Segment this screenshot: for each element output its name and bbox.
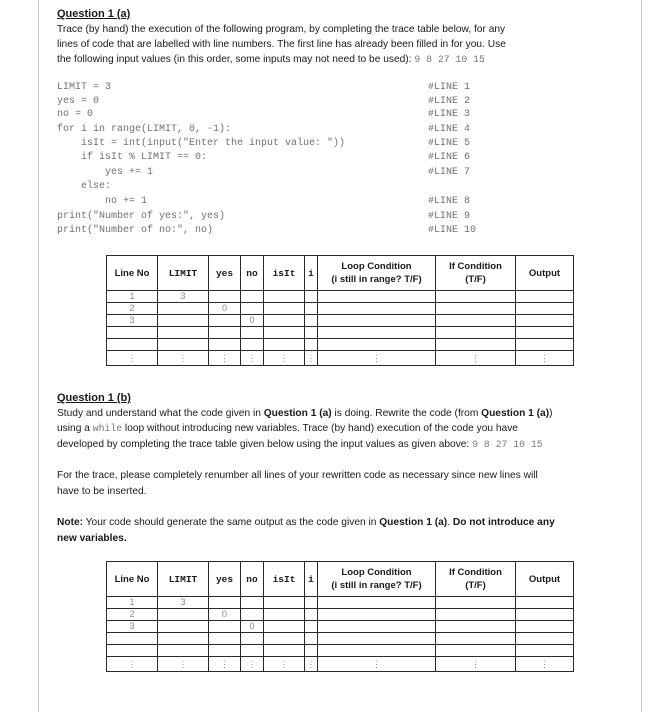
q1b-note-line-2: new variables.: [57, 533, 127, 544]
code-line-label: #LINE 6: [428, 152, 471, 163]
header-limit: LIMIT: [158, 562, 209, 597]
header-i: i: [305, 562, 318, 597]
table-row: 1 3: [107, 291, 574, 303]
code-line: if isIt % LIMIT == 0:: [57, 152, 208, 163]
q1a-intro-line-1: Trace (by hand) the execution of the following program, by completing the trace table below, for any: [57, 24, 506, 35]
header-no: no: [241, 562, 264, 597]
code-line: print("Number of yes:", yes): [57, 211, 226, 222]
code-line-label: #LINE 4: [428, 124, 471, 135]
trace-table-b: [106, 561, 574, 672]
code-line-label: #LINE 2: [428, 96, 471, 107]
q1b-para-line-2: using a while loop without introducing new variables. Trace (by hand) execution of the code you have: [57, 423, 518, 434]
code-line-label: #LINE 10: [428, 225, 477, 236]
code-line: no = 0: [57, 109, 94, 120]
q1a-code-block: [57, 82, 617, 252]
code-line: yes += 1: [57, 167, 154, 178]
table-row: [107, 645, 574, 657]
q1a-heading: Question 1 (a): [57, 8, 131, 20]
table-row: 1 3: [107, 597, 574, 609]
q1b-para-line-4: For the trace, please completely renumber all lines of your rewritten code as necessary since new lines will: [57, 470, 538, 481]
header-isit: isIt: [264, 256, 305, 291]
code-line: LIMIT = 3: [57, 82, 112, 93]
code-line: print("Number of no:", no): [57, 225, 214, 236]
trace-table-a: [106, 255, 574, 366]
table-row: [107, 339, 574, 351]
header-output: Output: [516, 256, 574, 291]
table-row: [107, 633, 574, 645]
q1b-para-line-3: developed by completing the trace table given below using the input values as given above: 9 8 27 10 15: [57, 439, 543, 450]
header-isit: isIt: [264, 562, 305, 597]
code-line: no += 1: [57, 196, 148, 207]
code-line: yes = 0: [57, 96, 100, 107]
q1b-para-line-5: have to be inserted.: [57, 486, 147, 497]
header-i: i: [305, 256, 318, 291]
header-limit: LIMIT: [158, 256, 209, 291]
code-line-label: #LINE 9: [428, 211, 471, 222]
table-row: 3 0: [107, 315, 574, 327]
header-loop-condition: Loop Condition (i still in range? T/F): [318, 562, 436, 597]
q1b-heading: Question 1 (b): [57, 392, 131, 404]
header-if-condition: If Condition (T/F): [436, 256, 516, 291]
header-output: Output: [516, 562, 574, 597]
code-line: else:: [57, 181, 112, 192]
code-line: isIt = int(input("Enter the input value: ")): [57, 138, 346, 149]
header-loop-condition: Loop Condition (i still in range? T/F): [318, 256, 436, 291]
q1b-para-line-1: Study and understand what the code given in Question 1 (a) is doing. Rewrite the code (from Question 1 (a)): [57, 408, 553, 419]
q1b-note-line-1: Note: Your code should generate the same output as the code given in Question 1 (a). Do not introduce any: [57, 517, 555, 528]
code-line-label: #LINE 1: [428, 82, 471, 93]
q1a-intro-line-2: lines of code that are labelled with line numbers. The first line has already been filled in for you. Use: [57, 39, 506, 50]
table-row-continuation: ⋮ ⋮ ⋮ ⋮ ⋮ ⋮ ⋮ ⋮ ⋮: [107, 657, 574, 672]
q1b-input-values: 9 8 27 10 15: [472, 439, 543, 450]
table-row: 2 0: [107, 303, 574, 315]
code-line-label: #LINE 5: [428, 138, 471, 149]
table-row-continuation: ⋮ ⋮ ⋮ ⋮ ⋮ ⋮ ⋮ ⋮ ⋮: [107, 351, 574, 366]
code-line-label: #LINE 8: [428, 196, 471, 207]
code-line: for i in range(LIMIT, 0, -1):: [57, 124, 232, 135]
code-line-label: #LINE 3: [428, 109, 471, 120]
q1a-input-values: 9 8 27 10 15: [414, 54, 485, 65]
q1a-intro-line-3: the following input values (in this order, some inputs may not need to be used): 9 8 27 10 15: [57, 54, 485, 65]
page-border-right: [641, 0, 642, 712]
header-line-no: Line No: [107, 256, 158, 291]
table-row: 3 0: [107, 621, 574, 633]
header-no: no: [241, 256, 264, 291]
header-yes: yes: [209, 256, 241, 291]
table-row: 2 0: [107, 609, 574, 621]
header-if-condition: If Condition (T/F): [436, 562, 516, 597]
code-line-label: #LINE 7: [428, 167, 471, 178]
header-line-no: Line No: [107, 562, 158, 597]
header-yes: yes: [209, 562, 241, 597]
page-border-left: [38, 0, 39, 712]
table-row: [107, 327, 574, 339]
